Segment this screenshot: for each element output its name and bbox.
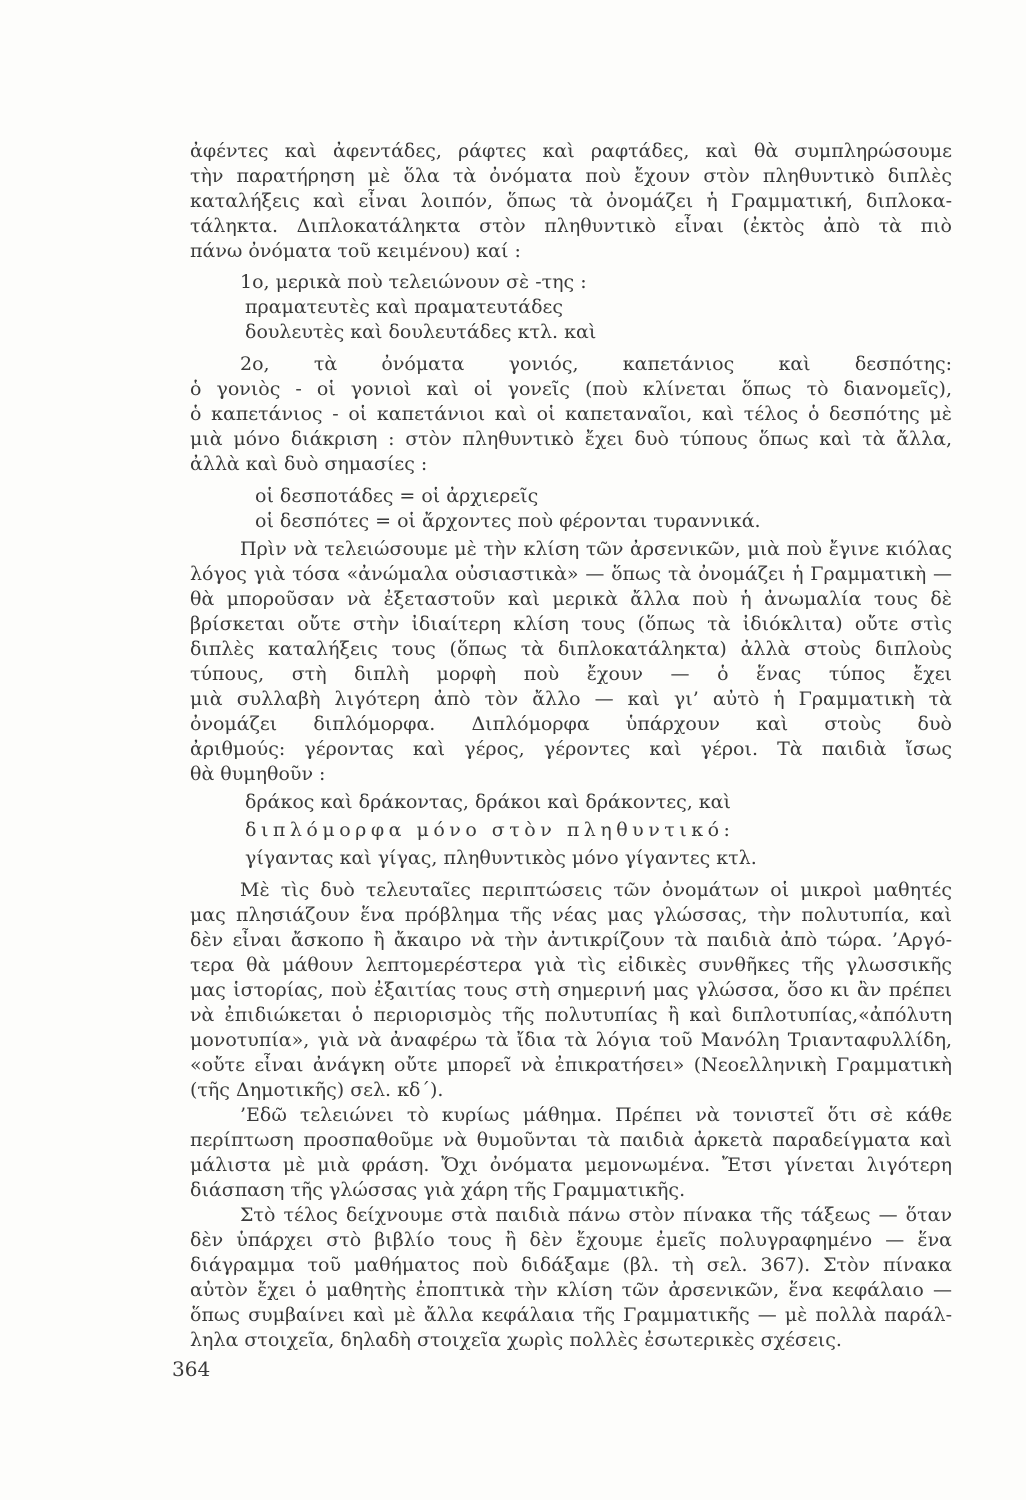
text-line: ληλα στοιχεῖα, δηλαδὴ στοιχεῖα χωρὶς πολλὲς ἐσωτερικὲς σχέσεις. [190, 1329, 842, 1351]
text-line: Μὲ τὶς δυὸ τελευταῖες περιπτώσεις τῶν ὀνομάτων οἱ μικροὶ μαθητές [240, 879, 952, 901]
text-line: Στὸ τέλος δείχνουμε στὰ παιδιὰ πάνω στὸν πίνακα τῆς τάξεως — ὅταν [240, 1204, 952, 1226]
text-line: πάνω ὀνόματα τοῦ κειμένου) καί : [190, 240, 521, 262]
text-line: ὀνομάζει διπλόμορφα. Διπλόμορφα ὑπάρχουν καὶ στοὺς δυὸ [190, 713, 952, 735]
example-line: οἱ δεσπότες = οἱ ἄρχοντες ποὺ φέρονται τυραννικά. [255, 510, 761, 532]
text-line: αὐτὸν ἔχει ὁ μαθητὴς ἐποπτικὰ τὴν κλίση τῶν ἀρσενικῶν, ἕνα κεφάλαιο — [190, 1279, 952, 1301]
text-line: δὲν εἶναι ἄσκοπο ἢ ἄκαιρο νὰ τὴν ἀντικρίζουν τὰ παιδιὰ ἀπὸ τώρα. ’Αργό- [190, 929, 952, 951]
text-line: μας πλησιάζουν ἕνα πρόβλημα τῆς νέας μας γλώσσας, τὴν πολυτυπία, καὶ [190, 904, 952, 926]
text-line: Πρὶν νὰ τελειώσουμε μὲ τὴν κλίση τῶν ἀρσενικῶν, μιὰ ποὺ ἔγινε κιόλας [240, 538, 952, 560]
example-line: δράκος καὶ δράκοντας, δράκοι καὶ δράκοντες, καὶ [245, 791, 731, 813]
text-line: νὰ ἐπιδιώκεται ὁ περιορισμὸς τῆς πολυτυπίας ἢ καὶ διπλοτυπίας,«ἀπόλυτη [190, 1004, 952, 1026]
example-line: διπλόμορφα μόνο στὸν πληθυντικό: [245, 819, 735, 841]
example-line: οἱ δεσποτάδες = οἱ ἀρχιερεῖς [255, 485, 539, 507]
text-line: βρίσκεται οὔτε στὴν ἰδιαίτερη κλίση τους (ὅπως τὰ ἰδιόκλιτα) οὔτε στὶς [190, 613, 952, 635]
text-line: θὰ θυμηθοῦν : [190, 763, 326, 785]
text-line: καταλήξεις καὶ εἶναι λοιπόν, ὅπως τὰ ὀνομάζει ἡ Γραμματική, διπλοκα- [190, 190, 952, 212]
text-line: διάγραμμα τοῦ μαθήματος ποὺ διδάξαμε (βλ. τὴ σελ. 367). Στὸν πίνακα [190, 1254, 952, 1276]
text-line: ἀριθμούς: γέροντας καὶ γέρος, γέροντες καὶ γέροι. Τὰ παιδιὰ ἴσως [190, 738, 952, 760]
text-line: λόγος γιὰ τόσα «ἀνώμαλα οὐσιαστικὰ» — ὅπως τὰ ὀνομάζει ἡ Γραμματικὴ — [190, 563, 952, 585]
text-line: περίπτωση προσπαθοῦμε νὰ θυμοῦνται τὰ παιδιὰ ἀρκετὰ παραδείγματα καὶ [190, 1129, 952, 1151]
example-line: δουλευτὲς καὶ δουλευτάδες κτλ. καὶ [245, 321, 597, 343]
text-line: ’Εδῶ τελειώνει τὸ κυρίως μάθημα. Πρέπει νὰ τονιστεῖ ὅτι σὲ κάθε [240, 1104, 952, 1126]
text-line: διπλὲς καταλήξεις τους (ὅπως τὰ διπλοκατάληκτα) ἀλλὰ στοὺς διπλοὺς [190, 638, 952, 660]
text-line: ὁ γονιὸς - οἱ γονιοὶ καὶ οἱ γονεῖς (ποὺ κλίνεται ὅπως τὸ διανομεῖς), [190, 378, 952, 400]
text-line: τάληκτα. Διπλοκατάληκτα στὸν πληθυντικὸ εἶναι (ἐκτὸς ἀπὸ τὰ πιὸ [190, 215, 952, 237]
text-line: μάλιστα μὲ μιὰ φράση. Ὄχι ὀνόματα μεμονωμένα. Ἔτσι γίνεται λιγότερη [190, 1154, 952, 1176]
text-line: τερα θὰ μάθουν λεπτομερέστερα γιὰ τὶς εἰδικὲς συνθῆκες τῆς γλωσσικῆς [190, 954, 952, 976]
example-line: πραματευτὲς καὶ πραματευτάδες [245, 296, 563, 318]
text-line: ὁ καπετάνιος - οἱ καπετάνιοι καὶ οἱ καπεταναῖοι, καὶ τέλος ὁ δεσπότης μὲ [190, 403, 952, 425]
text-line: ἀφέντες καὶ ἀφεντάδες, ράφτες καὶ ραφτάδες, καὶ θὰ συμπληρώσουμε [190, 140, 952, 162]
text-line: θὰ μποροῦσαν νὰ ἐξεταστοῦν καὶ μερικὰ ἄλλα ποὺ ἡ ἀνωμαλία τους δὲ [190, 588, 952, 610]
text-line: διάσπαση τῆς γλώσσας γιὰ χάρη τῆς Γραμματικῆς. [190, 1179, 686, 1201]
example-line: γίγαντας καὶ γίγας, πληθυντικὸς μόνο γίγαντες κτλ. [245, 847, 757, 869]
list-item: 2ο, τὰ ὀνόματα γονιός, καπετάνιος καὶ δεσπότης: [240, 353, 952, 375]
text-line: δὲν ὑπάρχει στὸ βιβλίο τους ἢ δὲν ἔχουμε ἐμεῖς πολυγραφημένο — ἕνα [190, 1229, 952, 1251]
text-line: ἀλλὰ καὶ δυὸ σημασίες : [190, 453, 428, 475]
text-line: τὴν παρατήρηση μὲ ὅλα τὰ ὀνόματα ποὺ ἔχουν στὸν πληθυντικὸ διπλὲς [190, 165, 952, 187]
text-line: «οὔτε εἶναι ἀνάγκη οὔτε μπορεῖ νὰ ἐπικρατήσει» (Νεοελληνικὴ Γραμματικὴ [190, 1054, 952, 1076]
page-number: 364 [172, 1357, 211, 1381]
list-item: 1ο, μερικὰ ποὺ τελειώνουν σὲ -της : [240, 271, 587, 293]
text-line: μιὰ συλλαβὴ λιγότερη ἀπὸ τὸν ἄλλο — καὶ γι’ αὐτὸ ἡ Γραμματικὴ τὰ [190, 688, 952, 710]
text-line: τύπους, στὴ διπλὴ μορφὴ ποὺ ἔχουν — ὁ ἕνας τύπος ἔχει [190, 663, 952, 685]
text-line: μας ἱστορίας, ποὺ ἐξαιτίας τους στὴ σημερινή μας γλώσσα, ὅσο κι ἂν πρέπει [190, 979, 952, 1001]
text-line: μιὰ μόνο διάκριση : στὸν πληθυντικὸ ἔχει δυὸ τύπους ὅπως καὶ τὰ ἄλλα, [190, 428, 952, 450]
text-line: ὅπως συμβαίνει καὶ μὲ ἄλλα κεφάλαια τῆς Γραμματικῆς — μὲ πολλὰ παράλ- [190, 1304, 952, 1326]
text-line: (τῆς Δημοτικῆς) σελ. κδ΄). [190, 1079, 444, 1101]
text-line: μονοτυπία», γιὰ νὰ ἀναφέρω τὰ ἴδια τὰ λόγια τοῦ Μανόλη Τριανταφυλλίδη, [190, 1029, 952, 1051]
